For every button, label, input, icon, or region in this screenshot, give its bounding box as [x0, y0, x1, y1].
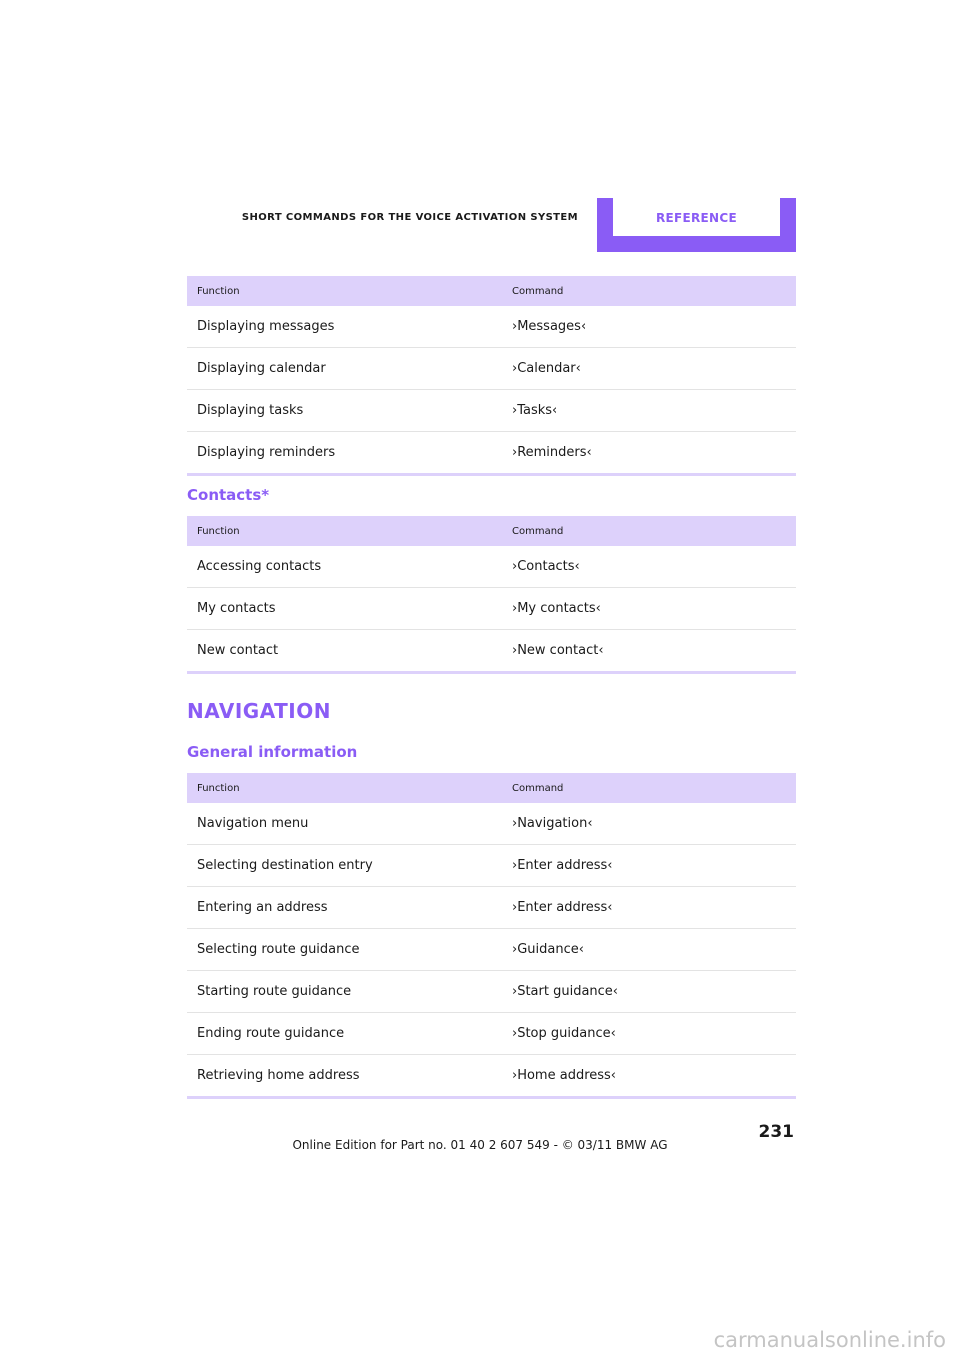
general-information-heading: General information — [187, 743, 358, 761]
edition-footer: Online Edition for Part no. 01 40 2 607 549 - © 03/11 BMW AG — [292, 1138, 668, 1152]
table-row — [187, 390, 796, 432]
table-row — [187, 887, 796, 929]
table-row — [187, 803, 796, 845]
page-number: 231 — [758, 1122, 794, 1142]
function-cell: Displaying reminders — [187, 432, 502, 475]
running-header — [186, 198, 796, 252]
function-cell: My contacts — [187, 588, 502, 630]
function-cell: Selecting destination entry — [187, 845, 502, 887]
command-cell: ›My contacts‹ — [502, 588, 796, 630]
column-header-function: Function — [187, 276, 502, 306]
navigation-heading: NAVIGATION — [187, 699, 331, 723]
section-tab-label: REFERENCE — [613, 198, 780, 236]
section-tab — [597, 198, 796, 252]
command-cell: ›Tasks‹ — [502, 390, 796, 432]
table-row — [187, 929, 796, 971]
table-header-row — [187, 276, 796, 306]
command-cell: ›Reminders‹ — [502, 432, 796, 475]
navigation-commands-table — [187, 773, 796, 1099]
function-cell: Displaying calendar — [187, 348, 502, 390]
table-row — [187, 588, 796, 630]
column-header-command: Command — [502, 773, 796, 803]
function-cell: Accessing contacts — [187, 546, 502, 588]
function-cell: Displaying messages — [187, 306, 502, 348]
command-cell: ›Navigation‹ — [502, 803, 796, 845]
command-cell: ›Enter address‹ — [502, 845, 796, 887]
table-row — [187, 432, 796, 475]
function-cell: Entering an address — [187, 887, 502, 929]
column-header-command: Command — [502, 276, 796, 306]
command-cell: ›Home address‹ — [502, 1055, 796, 1098]
table-row — [187, 1013, 796, 1055]
table-row — [187, 971, 796, 1013]
function-cell: Displaying tasks — [187, 390, 502, 432]
command-cell: ›Messages‹ — [502, 306, 796, 348]
running-title: SHORT COMMANDS FOR THE VOICE ACTIVATION SYSTEM — [241, 212, 578, 223]
function-cell: Navigation menu — [187, 803, 502, 845]
table-row — [187, 630, 796, 673]
command-cell: ›Contacts‹ — [502, 546, 796, 588]
table-row — [187, 1055, 796, 1098]
column-header-function: Function — [187, 773, 502, 803]
table-row — [187, 306, 796, 348]
contacts-heading: Contacts* — [187, 486, 270, 504]
table-row — [187, 348, 796, 390]
contacts-commands-table — [187, 516, 796, 674]
function-cell: New contact — [187, 630, 502, 673]
table-header-row — [187, 773, 796, 803]
command-cell: ›Guidance‹ — [502, 929, 796, 971]
table-row — [187, 845, 796, 887]
table-row — [187, 546, 796, 588]
command-cell: ›Calendar‹ — [502, 348, 796, 390]
command-cell: ›Stop guidance‹ — [502, 1013, 796, 1055]
command-cell: ›New contact‹ — [502, 630, 796, 673]
watermark: carmanualsonline.info — [713, 1328, 946, 1352]
function-cell: Retrieving home address — [187, 1055, 502, 1098]
function-cell: Selecting route guidance — [187, 929, 502, 971]
organizer-commands-table — [187, 276, 796, 476]
command-cell: ›Enter address‹ — [502, 887, 796, 929]
column-header-command: Command — [502, 516, 796, 546]
function-cell: Ending route guidance — [187, 1013, 502, 1055]
column-header-function: Function — [187, 516, 502, 546]
table-header-row — [187, 516, 796, 546]
command-cell: ›Start guidance‹ — [502, 971, 796, 1013]
function-cell: Starting route guidance — [187, 971, 502, 1013]
